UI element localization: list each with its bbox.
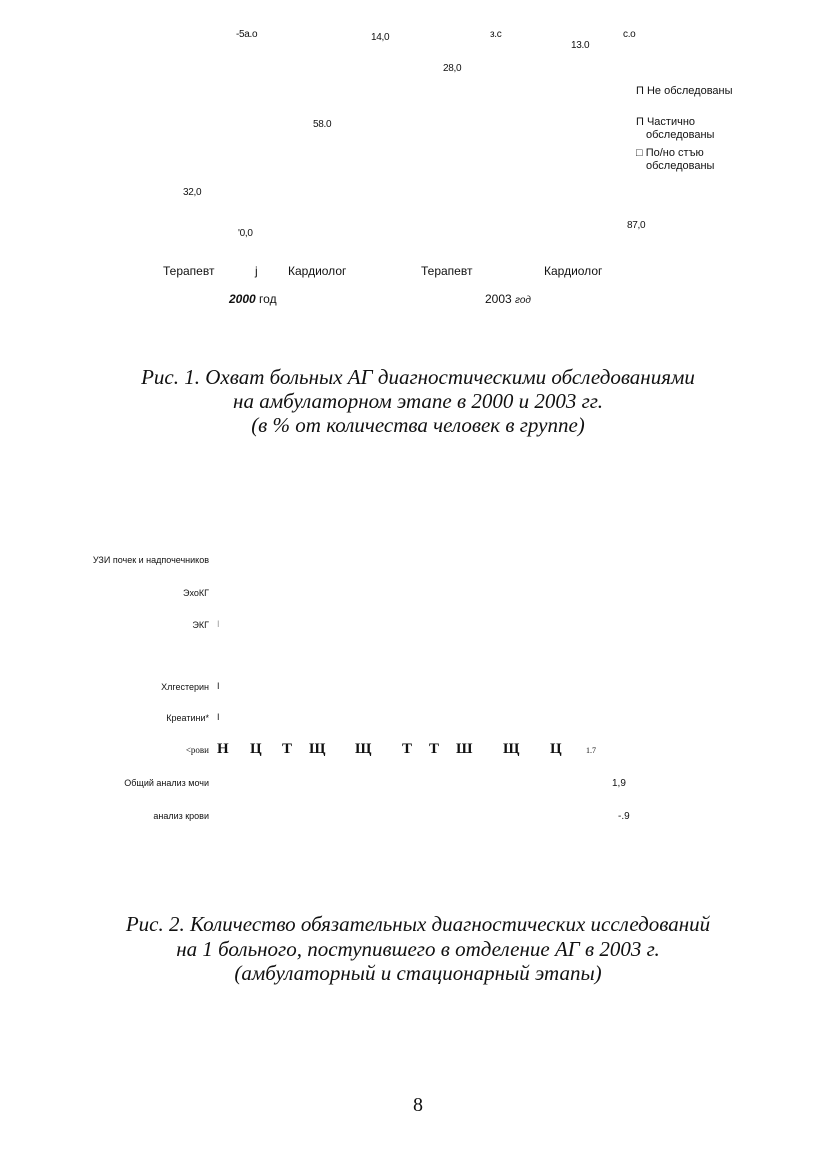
data-label: 28,0: [443, 63, 462, 74]
glyph: Щ: [355, 741, 372, 757]
bar-mark: I: [217, 712, 220, 722]
category-label: Терапевт: [421, 264, 473, 278]
data-label: с.о: [623, 29, 636, 40]
caption-line: на 1 больного, поступившего в отделение АГ в 2003 г.: [176, 937, 660, 961]
data-label: 58.0: [313, 119, 332, 130]
data-label: з.с: [490, 29, 502, 40]
group-word: год: [259, 292, 277, 306]
glyph: Ш: [456, 741, 473, 757]
data-label: -5a.o: [236, 29, 258, 40]
glyph: Ц: [250, 741, 262, 757]
caption-line: (амбулаторный и стационарный этапы): [234, 961, 602, 985]
glyph: Т: [282, 741, 293, 757]
category-label: Кардиолог: [288, 264, 347, 278]
caption-line: Рис. 2. Количество обязательных диагностических исследований: [125, 912, 711, 936]
row-label: <рови: [185, 745, 209, 755]
data-label: 14,0: [371, 32, 390, 43]
group-word: год: [515, 295, 531, 306]
data-label: 1.7: [586, 746, 596, 755]
data-label: 87,0: [627, 220, 646, 231]
data-label: 32,0: [183, 187, 202, 198]
row-label: ЭКГ: [192, 620, 209, 630]
group-label-2003: [485, 292, 531, 306]
category-label: Кардиолог: [544, 264, 603, 278]
data-label: 1,9: [612, 778, 626, 789]
category-label: Терапевт: [163, 264, 215, 278]
glyph: Н: [217, 741, 229, 757]
page-number: 8: [413, 1094, 423, 1116]
group-label-2000: [229, 292, 277, 306]
glyph: Щ: [503, 741, 520, 757]
legend-entry: □ По/но стъю: [636, 147, 704, 159]
row-label: анализ крови: [153, 811, 209, 821]
row-label: Хлгестерин: [161, 682, 209, 692]
row-label: УЗИ почек и надпочечников: [92, 555, 209, 565]
data-label: 13.0: [571, 40, 590, 51]
glyph: Т: [402, 741, 413, 757]
group-year: 2003: [485, 292, 512, 306]
data-label: '0,0: [238, 228, 253, 239]
bar-mark: I: [217, 619, 220, 629]
group-year: 2000: [229, 292, 256, 306]
data-label: -.9: [618, 811, 630, 822]
legend-entry: П Частично: [636, 116, 696, 128]
row-label: Креатини*: [166, 713, 209, 723]
glyph: Ц: [550, 741, 562, 757]
row-label: Общий анализ мочи: [124, 778, 209, 788]
row-label: ЭхоКГ: [183, 588, 209, 598]
legend-entry: обследованы: [646, 160, 715, 172]
caption-line: Рис. 1. Охват больных АГ диагностическими обследованиями: [141, 365, 695, 389]
glyph: Щ: [309, 741, 326, 757]
legend-entry: обследованы: [646, 129, 715, 141]
caption-line: (в % от количества человек в группе): [251, 413, 585, 437]
bar-mark: I: [217, 681, 220, 691]
caption-line: на амбулаторном этапе в 2000 и 2003 гг.: [233, 389, 603, 413]
legend-entry: П Не обследованы: [636, 85, 733, 97]
glyph: Т: [429, 741, 440, 757]
category-label: j: [255, 264, 258, 278]
